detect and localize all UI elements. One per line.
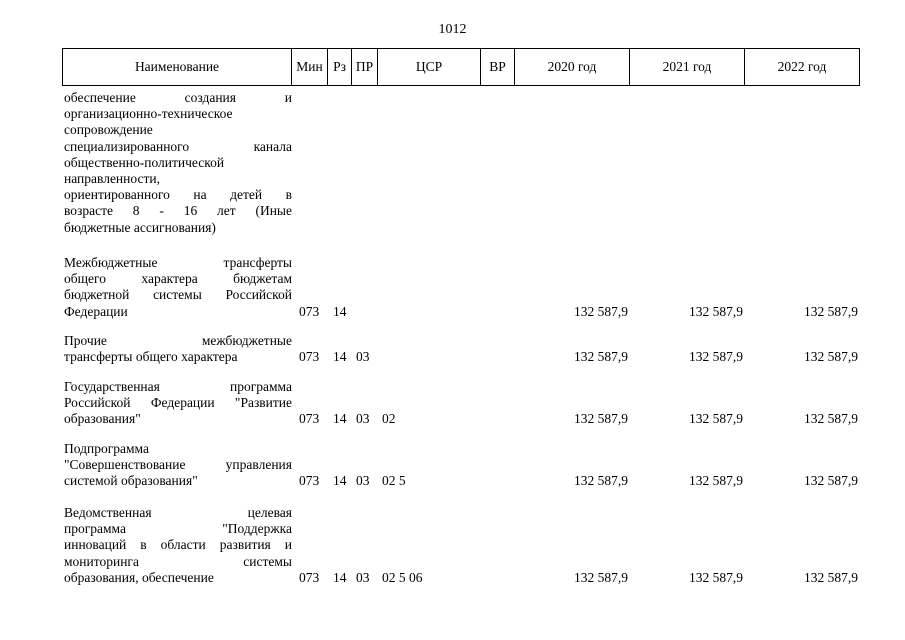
row-name-line: образования" [64, 411, 141, 427]
row-amount-2021: 132 587,9 [689, 349, 743, 365]
header-2020: 2020 год [515, 49, 630, 85]
row-min: 073 [299, 473, 320, 489]
header-min: Мин [292, 49, 328, 85]
row-name-line: сопровождение [64, 122, 153, 138]
row-name-line: бюджетной системы Российской [64, 287, 292, 303]
row-name-line: системой образования" [64, 473, 198, 489]
row-pr: 03 [356, 349, 370, 365]
row-amount-2020: 132 587,9 [574, 349, 628, 365]
row-rz: 14 [333, 473, 347, 489]
row-amount-2022: 132 587,9 [804, 303, 858, 319]
row-name-line: обеспечение создания и [64, 90, 292, 105]
row-name-line: мониторинга системы [64, 553, 292, 569]
row-csr: 02 [382, 411, 396, 427]
row-rz: 14 [333, 349, 347, 365]
row-name-line: специализированного канала [64, 138, 292, 154]
header-2022: 2022 год [777, 59, 827, 74]
row-name-line: программа "Поддержка [64, 521, 292, 537]
row-name-line: направленности, [64, 170, 160, 186]
table-row [62, 441, 860, 490]
row-amount-2022: 132 587,9 [804, 411, 858, 427]
row-name-line: Межбюджетные трансферты [64, 255, 292, 270]
row-name-line: Федерации [64, 303, 128, 319]
row-name [64, 379, 292, 428]
row-name [64, 255, 292, 320]
row-name [64, 90, 292, 236]
row-amount-2020: 132 587,9 [574, 569, 628, 585]
row-name-line: Ведомственная целевая [64, 505, 292, 520]
table-row [62, 505, 860, 586]
row-amount-2022: 132 587,9 [804, 569, 858, 585]
table-row [62, 90, 860, 236]
row-min: 073 [299, 349, 320, 365]
row-name-line: образования, обеспечение [64, 569, 214, 585]
header-rz: Рз [328, 49, 352, 85]
row-name-line: общего характера бюджетам [64, 271, 292, 287]
header-name: Наименование [63, 49, 292, 85]
row-amount-2022: 132 587,9 [804, 349, 858, 365]
header-vr: ВР [481, 49, 515, 85]
row-name-line: инноваций в области развития и [64, 537, 292, 553]
row-name [64, 441, 292, 490]
row-rz: 14 [333, 569, 347, 585]
row-rz: 14 [333, 411, 347, 427]
row-min: 073 [299, 569, 320, 585]
row-name-line: "Совершенствование управления [64, 457, 292, 473]
row-amount-2020: 132 587,9 [574, 473, 628, 489]
row-name-line: бюджетные ассигнования) [64, 219, 216, 235]
row-amount-2020: 132 587,9 [574, 411, 628, 427]
row-name-line: общественно-политической [64, 154, 225, 170]
row-name-line: Подпрограмма [64, 441, 149, 456]
row-name-line: Российской Федерации "Развитие [64, 395, 292, 411]
row-min: 073 [299, 411, 320, 427]
row-pr: 03 [356, 569, 370, 585]
table-header [62, 48, 860, 86]
row-pr: 03 [356, 411, 370, 427]
row-name-line: трансферты общего характера [64, 349, 238, 365]
row-name-line: Прочие межбюджетные [64, 333, 292, 348]
header-2021: 2021 год [630, 49, 745, 85]
row-amount-2021: 132 587,9 [689, 411, 743, 427]
row-amount-2021: 132 587,9 [689, 473, 743, 489]
row-amount-2021: 132 587,9 [689, 569, 743, 585]
row-csr: 02 5 06 [382, 569, 423, 585]
page-number: 1012 [438, 22, 467, 37]
row-name [64, 333, 292, 365]
table-row [62, 379, 860, 428]
row-pr: 03 [356, 473, 370, 489]
header-pr: ПР [352, 49, 378, 85]
row-min: 073 [299, 303, 320, 319]
row-amount-2021: 132 587,9 [689, 303, 743, 319]
row-name-line: ориентированного на детей в [64, 187, 292, 203]
row-name-line: возрасте 8 - 16 лет (Иные [64, 203, 292, 219]
row-rz: 14 [333, 303, 347, 319]
row-amount-2020: 132 587,9 [574, 303, 628, 319]
row-name [64, 505, 292, 586]
header-csr: ЦСР [378, 49, 481, 85]
row-name-line: Государственная программа [64, 379, 292, 394]
table-row [62, 333, 860, 365]
row-amount-2022: 132 587,9 [804, 473, 858, 489]
table-row [62, 255, 860, 320]
row-csr: 02 5 [382, 473, 406, 489]
row-name-line: организационно-техническое [64, 106, 233, 122]
